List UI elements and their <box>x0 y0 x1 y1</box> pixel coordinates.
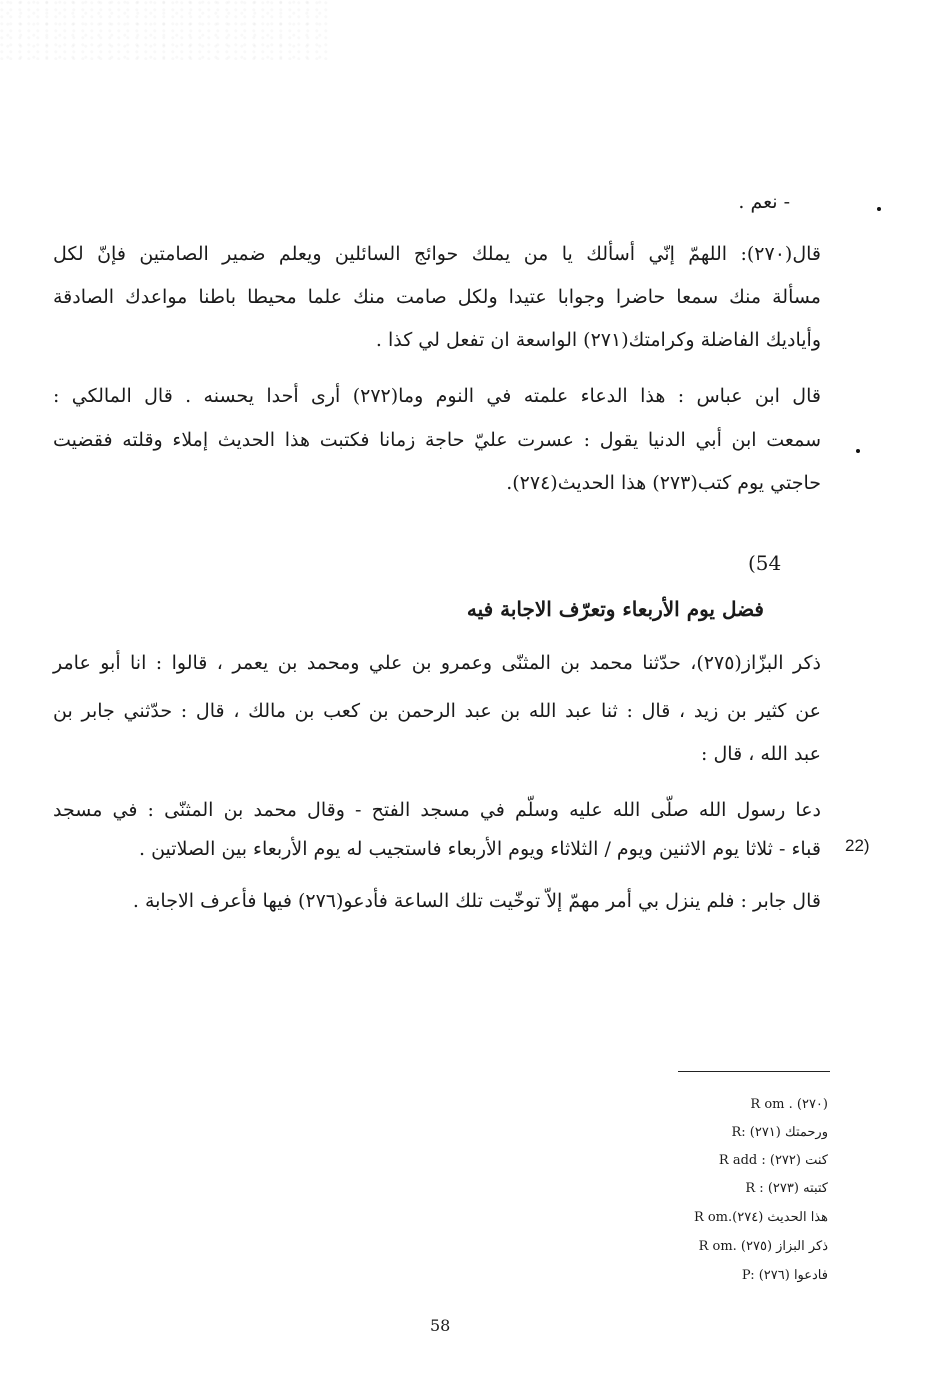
scan-speckle <box>0 0 330 60</box>
margin-number: 22) <box>845 836 870 855</box>
text-line: حاجتي يوم كتب(٢٧٣) هذا الحديث(٢٧٤). <box>506 472 821 494</box>
page-number: 58 <box>430 1316 451 1335</box>
footnote: P: فادعوا (٢٧٦) <box>741 1268 828 1283</box>
footnote: R om.هذا الحديث (٢٧٤) <box>693 1210 828 1225</box>
text-line: ذكر البزّاز(٢٧٥)، حدّثنا محمد بن المثنّى وعمرو بن علي ومحمد بن يعمر ، قالوا : انا أبو عامر <box>53 652 821 674</box>
footnote: R add : كنت (٢٧٢) <box>718 1153 828 1168</box>
text-line: عن كثير بن زيد ، قال : ثنا عبد الله بن عبد الرحمن بن كعب بن مالك ، قال : حدّثني جابر بن <box>53 700 821 722</box>
margin-dot <box>856 449 860 453</box>
footnote: R: ورحمتك (٢٧١) <box>731 1125 828 1140</box>
section-number: (54 <box>748 551 782 575</box>
footnote: R : كتبته (٢٧٣) <box>745 1181 828 1196</box>
footnote: R om . (٢٧٠) <box>750 1097 828 1112</box>
section-heading: فضل يوم الأربعاء وتعرّف الاجابة فيه <box>466 597 764 621</box>
footnote-rule <box>678 1071 830 1072</box>
text-line: - نعم . <box>738 191 790 213</box>
text-line: وأياديك الفاضلة وكرامتك(٢٧١) الواسعة ان تفعل لي كذا . <box>375 329 821 351</box>
text-line: عبد الله ، قال : <box>701 743 821 765</box>
text-line: قباء - ثلاثا يوم الاثنين ويوم / الثلاثاء ويوم الأربعاء فاستجيب له يوم الأربعاء بين الصلاتين . <box>139 838 821 860</box>
margin-dot <box>877 207 881 211</box>
text-line: سمعت ابن أبي الدنيا يقول : عسرت عليّ حاجة زمانا فكتبت هذا الحديث إملاء وقلته فقضيت <box>53 429 821 451</box>
text-line: قال(٢٧٠): اللهمّ إنّي أسألك يا من يملك حوائج السائلين ويعلم ضمير الصامتين فإنّ لكل <box>53 243 821 265</box>
text-line: قال ابن عباس : هذا الدعاء علمته في النوم وما(٢٧٢) أرى أحدا يحسنه . قال المالكي : <box>53 385 821 407</box>
text-line: دعا رسول الله صلّى الله عليه وسلّم في مسجد الفتح - وقال محمد بن المثنّى : في مسجد <box>53 799 821 821</box>
text-line: قال جابر : فلم ينزل بي أمر مهمّ إلاّ توخّيت تلك الساعة فأدعو(٢٧٦) فيها فأعرف الاجابة . <box>132 890 821 912</box>
footnote: R om. ذكر البزاز (٢٧٥) <box>698 1239 828 1254</box>
text-line: مسألة منك سمعا حاضرا وجوابا عتيدا ولكل صامت منك علما محيطا باطنا مواعدك الصادقة <box>53 286 821 308</box>
